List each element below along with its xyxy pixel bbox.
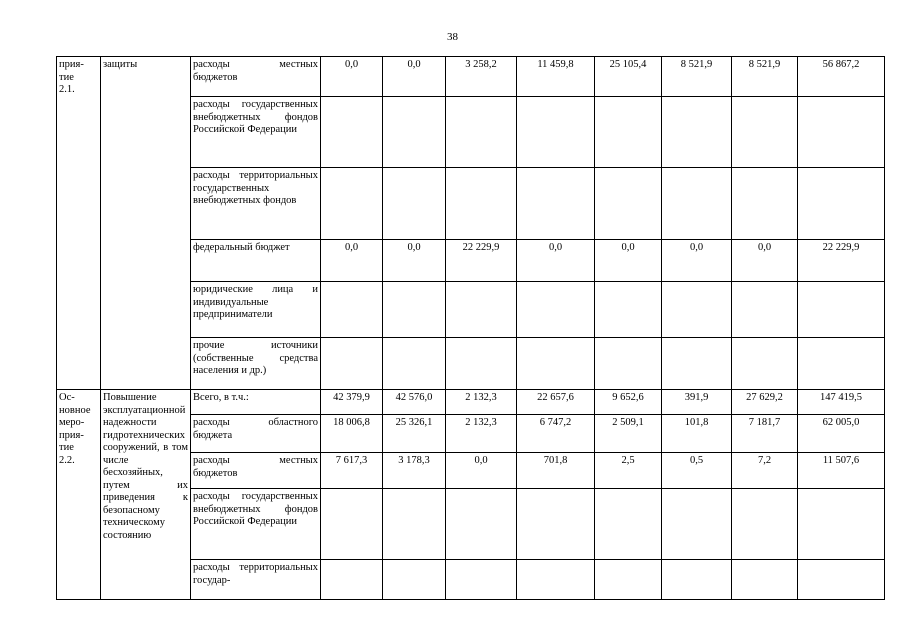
- amount-cell: 22 229,9: [798, 240, 885, 282]
- amount-cell: [662, 338, 732, 390]
- amount-cell: 25 105,4: [595, 57, 662, 97]
- page-number: 38: [447, 31, 458, 43]
- amount-cell: [321, 560, 383, 600]
- amount-cell: 8 521,9: [662, 57, 732, 97]
- amount-cell: [732, 560, 798, 600]
- amount-cell: [383, 489, 446, 560]
- amount-cell: [732, 97, 798, 168]
- amount-cell: [517, 560, 595, 600]
- amount-cell: [798, 560, 885, 600]
- funding-source-cell: расходы местных бюджетов: [191, 453, 321, 489]
- amount-cell: [321, 338, 383, 390]
- amount-cell: 3 178,3: [383, 453, 446, 489]
- amount-cell: 7,2: [732, 453, 798, 489]
- amount-cell: [446, 338, 517, 390]
- table-row: [57, 390, 885, 415]
- measure-name-cell: Повышение эксплуатационной надежности гидротехнических сооружений, в том числе бесхозяйных, путем их приведения к безопасному техническому состоянию: [101, 390, 191, 600]
- amount-cell: [595, 489, 662, 560]
- amount-cell: 0,5: [662, 453, 732, 489]
- amount-cell: 27 629,2: [732, 390, 798, 415]
- amount-cell: [732, 282, 798, 338]
- amount-cell: 0,0: [517, 240, 595, 282]
- amount-cell: 7 181,7: [732, 415, 798, 453]
- amount-cell: [321, 489, 383, 560]
- amount-cell: 0,0: [732, 240, 798, 282]
- amount-cell: [517, 338, 595, 390]
- amount-cell: 6 747,2: [517, 415, 595, 453]
- amount-cell: 147 419,5: [798, 390, 885, 415]
- amount-cell: [662, 489, 732, 560]
- amount-cell: [595, 282, 662, 338]
- amount-cell: 42 576,0: [383, 390, 446, 415]
- amount-cell: [595, 338, 662, 390]
- amount-cell: [321, 282, 383, 338]
- amount-cell: 0,0: [595, 240, 662, 282]
- amount-cell: 22 657,6: [517, 390, 595, 415]
- amount-cell: [732, 338, 798, 390]
- funding-source-cell: расходы местных бюджетов: [191, 57, 321, 97]
- amount-cell: [595, 97, 662, 168]
- amount-cell: 7 617,3: [321, 453, 383, 489]
- amount-cell: 701,8: [517, 453, 595, 489]
- amount-cell: 56 867,2: [798, 57, 885, 97]
- amount-cell: [383, 338, 446, 390]
- funding-source-cell: юридические лица и индивидуальные предприниматели: [191, 282, 321, 338]
- amount-cell: [798, 282, 885, 338]
- amount-cell: [732, 168, 798, 240]
- amount-cell: 0,0: [321, 57, 383, 97]
- amount-cell: 22 229,9: [446, 240, 517, 282]
- amount-cell: 2 132,3: [446, 415, 517, 453]
- funding-source-cell: расходы государственных внебюджетных фондов Российской Федерации: [191, 97, 321, 168]
- measure-name-cell: защиты: [101, 57, 191, 390]
- amount-cell: [662, 560, 732, 600]
- amount-cell: 42 379,9: [321, 390, 383, 415]
- amount-cell: 101,8: [662, 415, 732, 453]
- funding-source-cell: прочие источники (собственные средства населения и др.): [191, 338, 321, 390]
- amount-cell: [662, 282, 732, 338]
- amount-cell: 0,0: [383, 57, 446, 97]
- amount-cell: [446, 282, 517, 338]
- amount-cell: [321, 168, 383, 240]
- funding-source-cell: расходы территориальных государ-: [191, 560, 321, 600]
- amount-cell: [662, 97, 732, 168]
- funding-source-cell: федеральный бюджет: [191, 240, 321, 282]
- amount-cell: [517, 97, 595, 168]
- amount-cell: 2,5: [595, 453, 662, 489]
- measure-number-cell: Ос- новное меро- прия- тие 2.2.: [57, 390, 101, 600]
- funding-source-cell: расходы областного бюджета: [191, 415, 321, 453]
- funding-source-cell: расходы территориальных государственных внебюджетных фондов: [191, 168, 321, 240]
- amount-cell: 62 005,0: [798, 415, 885, 453]
- amount-cell: [595, 168, 662, 240]
- amount-cell: [798, 168, 885, 240]
- amount-cell: [517, 168, 595, 240]
- amount-cell: 11 459,8: [517, 57, 595, 97]
- amount-cell: [517, 489, 595, 560]
- amount-cell: [383, 97, 446, 168]
- amount-cell: [446, 560, 517, 600]
- amount-cell: 25 326,1: [383, 415, 446, 453]
- measure-number-cell: прия- тие 2.1.: [57, 57, 101, 390]
- amount-cell: 0,0: [446, 453, 517, 489]
- amount-cell: [446, 97, 517, 168]
- amount-cell: [662, 168, 732, 240]
- amount-cell: 8 521,9: [732, 57, 798, 97]
- amount-cell: [446, 168, 517, 240]
- amount-cell: 9 652,6: [595, 390, 662, 415]
- amount-cell: [383, 560, 446, 600]
- amount-cell: [446, 489, 517, 560]
- funding-source-cell: расходы государственных внебюджетных фондов Российской Федерации: [191, 489, 321, 560]
- amount-cell: 2 132,3: [446, 390, 517, 415]
- amount-cell: 3 258,2: [446, 57, 517, 97]
- amount-cell: 2 509,1: [595, 415, 662, 453]
- amount-cell: 0,0: [321, 240, 383, 282]
- amount-cell: [383, 282, 446, 338]
- amount-cell: 0,0: [383, 240, 446, 282]
- amount-cell: [321, 97, 383, 168]
- funding-table: [56, 56, 885, 600]
- table-row: [57, 57, 885, 97]
- amount-cell: [383, 168, 446, 240]
- amount-cell: [732, 489, 798, 560]
- amount-cell: 391,9: [662, 390, 732, 415]
- amount-cell: [798, 97, 885, 168]
- funding-source-cell: Всего, в т.ч.:: [191, 390, 321, 415]
- amount-cell: [798, 489, 885, 560]
- amount-cell: [798, 338, 885, 390]
- amount-cell: [595, 560, 662, 600]
- amount-cell: 0,0: [662, 240, 732, 282]
- amount-cell: 18 006,8: [321, 415, 383, 453]
- amount-cell: 11 507,6: [798, 453, 885, 489]
- amount-cell: [517, 282, 595, 338]
